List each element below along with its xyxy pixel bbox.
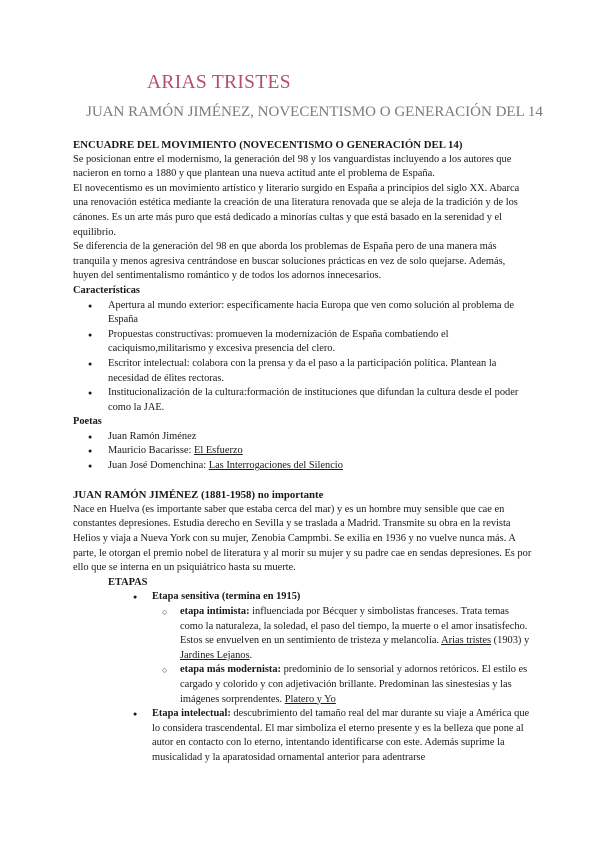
list-item xyxy=(73,459,533,474)
encuadre-paragraph-2: El novecentismo es un movimiento artístico y literario surgido en España a principios del siglo XX. Abarca una renovación estética mediante la creación de una literatura renovada que se aleja de la tradición y de los cánones. Es un arte más puro que está dedicado a minorías cultas y que está basado en la serenidad y el equilibrio. xyxy=(73,182,520,238)
poet-name: Mauricio Bacarisse: xyxy=(108,445,194,457)
modernista-text: predominio de lo sensorial y adornos retóricos. El estilo es cargado y colorido y con adjetivación brillante. Predominan las sinestesias y las imágenes sorprendentes. xyxy=(180,664,528,705)
jrj-heading: JUAN RAMÓN JIMÉNEZ (1881-1958) no importante xyxy=(73,489,324,502)
list-item xyxy=(73,590,533,605)
list-item: ● Institucionalización de la cultura:formación de instituciones que difundan la cultura desde el poder como la JAE. xyxy=(73,386,533,415)
document-title: ARIAS TRISTES xyxy=(147,72,291,93)
document-subtitle: JUAN RAMÓN JIMÉNEZ, NOVECENTISMO O GENERACIÓN DEL 14 xyxy=(86,104,543,120)
list-item: ● Propuestas constructivas: promueven la modernización de España combatiendo el caciquismo,militarismo y excesiva presencia del clero. xyxy=(73,328,533,357)
poet-work: El Esfuerzo xyxy=(193,445,243,457)
caracteristicas-heading: Características xyxy=(73,284,140,296)
intimista-end: . xyxy=(249,649,253,661)
modernista-label: etapa más modernista: xyxy=(180,664,282,676)
list-item: ● Apertura al mundo exterior: específicamente hacia Europa que ven como solución al problema de España xyxy=(73,299,533,328)
intimista-text: influenciada por Bécquer y simbolistas franceses. Trata temas como la naturaleza, la soledad, el paso del tiempo, la muerte o el amor insatisfecho. Estos se envuelven en un sentimiento de tristeza y melancolía. xyxy=(180,606,528,647)
poet-name: Juan Ramón Jiménez xyxy=(108,430,197,442)
caracteristicas-list xyxy=(73,299,533,416)
work-title: Platero y Yo xyxy=(284,693,336,705)
etapas-list xyxy=(73,590,533,605)
etapa-intelectual-text: descubrimiento del tamaño real del mar durante su viaje a América que lo considera trascendental. El mar simboliza el eterno presente y es la belleza que pone al autor en contacto con lo eterno, intentando identificarse con este. Además suprime la musicalidad y la aparatosidad ornamental anterior para adentrarse xyxy=(152,708,530,763)
list-item xyxy=(73,663,533,707)
list-item xyxy=(73,430,533,445)
intimista-mid: (1903) y xyxy=(491,635,530,647)
poet-work: Las Interrogaciones del Silencio xyxy=(208,460,343,472)
poetas-list xyxy=(73,430,533,474)
work-title: Arias tristes xyxy=(441,635,492,647)
etapa-intelectual-label: Etapa intelectual: xyxy=(152,708,231,720)
etapas-heading: ETAPAS xyxy=(108,576,148,588)
encuadre-heading: ENCUADRE DEL MOVIMIENTO (NOVECENTISMO O GENERACIÓN DEL 14) xyxy=(73,139,463,151)
list-item: ● Escritor intelectual: colabora con la prensa y da el paso a la participación política. Plantean la necesidad de élites rectoras. xyxy=(73,357,533,386)
intimista-label: etapa intimista: xyxy=(180,606,250,617)
poetas-heading: Poetas xyxy=(73,416,102,428)
etapas-list-2 xyxy=(73,707,533,765)
poet-name: Juan José Domenchina: xyxy=(108,460,209,472)
etapa-sensitiva-label: Etapa sensitiva (termina en 1915) xyxy=(152,591,301,603)
encuadre-paragraph-3: Se diferencia de la generación del 98 en que aborda los problemas de España pero de una manera más tranquila y menos agresiva centrándose en buscar soluciones prácticas en vez de solo quejarse. Además, huyen del sentimentalismo romántico y de todos los adornos innecesarios. xyxy=(73,241,506,282)
list-item xyxy=(73,444,533,459)
list-item xyxy=(73,707,533,765)
list-item xyxy=(73,605,533,663)
work-title: Jardines Lejanos xyxy=(180,649,250,661)
document-body xyxy=(73,138,533,766)
jrj-bio: Nace en Huelva (es importante saber que estaba cerca del mar) y es un hombre muy sensible que cae en constantes depresiones. Estudia derecho en Sevilla y se traslada a Madrid. Transmite su obra en la revista Helios y viaja a Nueva York con su mujer, Zenobia Campmbi. Se exilia en 1936 y no vuelve nunca más. A parte, le otorgan el premio nobel de literatura y al morir su mujer y su padre cae en sendas depresiones. Es por ello que se interna en un psiquiátrico hasta su muerte. xyxy=(73,503,532,574)
etapa-sensitiva-sublist xyxy=(73,605,533,707)
encuadre-paragraph-1: Se posicionan entre el modernismo, la generación del 98 y los vanguardistas incluyendo a los autores que nacieron en torno a 1880 y que plantean una nueva actitud ante el problema de España. xyxy=(73,153,512,180)
